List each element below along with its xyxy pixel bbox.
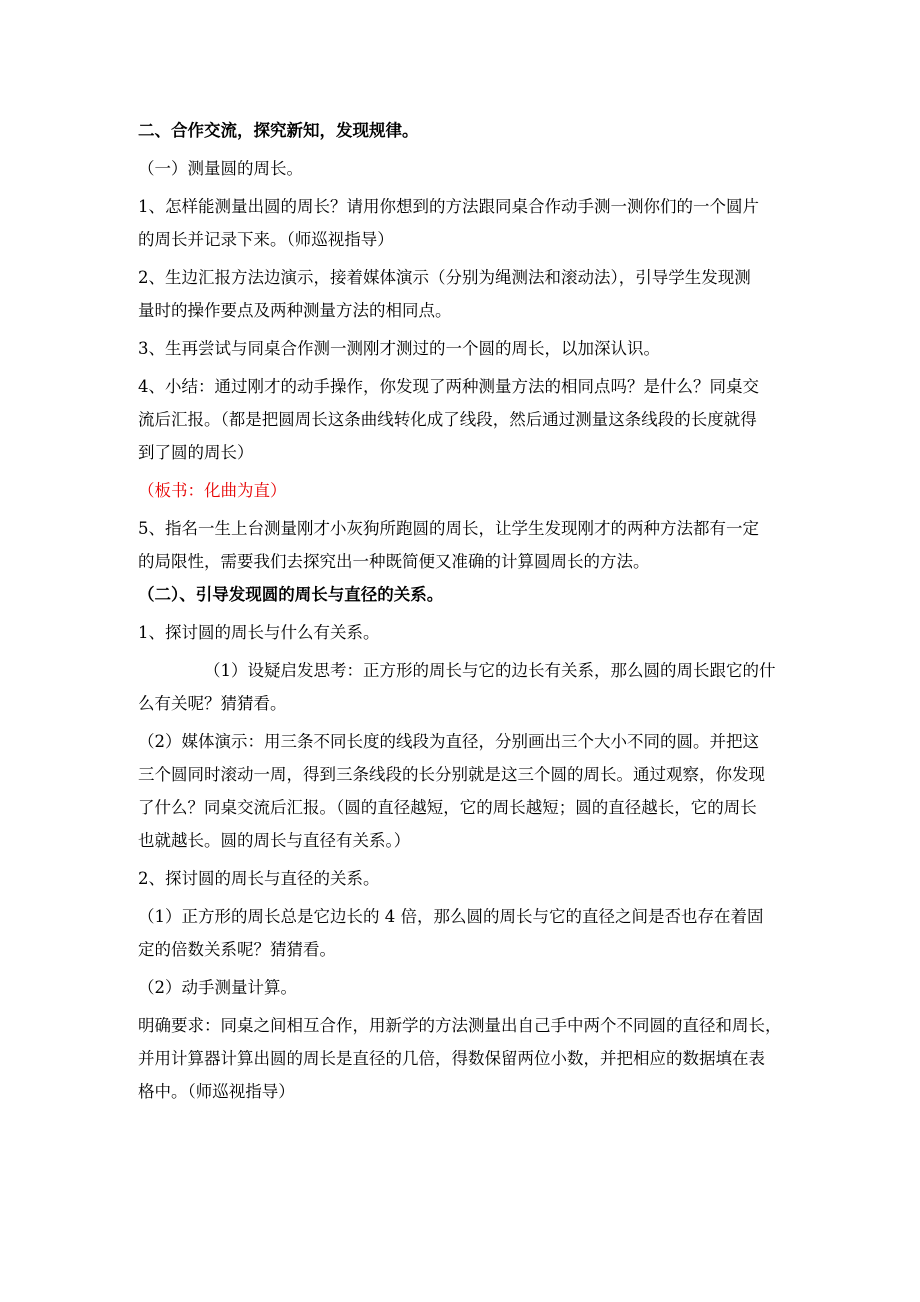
paragraph-3-line-1: 3、生再尝试与同桌合作测一测刚才测过的一个圆的周长，以加深认识。 [138, 339, 660, 358]
paragraph-4-line-3: 到了圆的周长） [138, 443, 254, 462]
paragraph-1-line-1: 1、怎样能测量出圆的周长？请用你想到的方法跟同桌合作动手测一测你们的一个圆片 [138, 197, 759, 216]
subsection-diameter-relation: （二）、引导发现圆的周长与直径的关系。 [138, 585, 444, 604]
question-1b-line-4: 也就越长。圆的周长与直径有关系。） [138, 831, 411, 850]
question-1b-line-3: 了什么？同桌交流后汇报。（圆的直径越短，它的周长越短；圆的直径越长，它的周长 [138, 798, 757, 817]
requirement-line-2: 并用计算器计算出圆的周长是直径的几倍，得数保留两位小数，并把相应的数据填在表 [138, 1049, 765, 1068]
question-2a-line-2: 定的倍数关系呢？猜猜看。 [138, 940, 336, 959]
paragraph-4-line-2: 流后汇报。（都是把圆周长这条曲线转化成了线段，然后通过测量这条线段的长度就得 [138, 410, 757, 429]
paragraph-5-line-2: 的局限性，需要我们去探究出一种既简便又准确的计算圆周长的方法。 [138, 552, 650, 571]
question-1b-line-1: （2）媒体演示：用三条不同长度的线段为直径，分别画出三个大小不同的圆。并把这 [138, 732, 759, 751]
requirement-line-1: 明确要求：同桌之间相互合作，用新学的方法测量出自己手中两个不同圆的直径和周长， [138, 1016, 782, 1035]
subsection-measure-circumference: （一）测量圆的周长。 [138, 159, 303, 178]
question-1: 1、探讨圆的周长与什么有关系。 [138, 623, 380, 642]
paragraph-2-line-2: 量时的操作要点及两种测量方法的相同点。 [138, 301, 452, 320]
question-2a-line-1: （1）正方形的周长总是它边长的 4 倍，那么圆的周长与它的直径之间是否也存在着固 [138, 907, 764, 926]
question-2b: （2）动手测量计算。 [138, 978, 297, 997]
blackboard-note: （板书：化曲为直） [138, 481, 287, 500]
requirement-line-3: 格中。（师巡视指导） [138, 1082, 295, 1101]
question-1b-line-2: 三个圆同时滚动一周，得到三条线段的长分别就是这三个圆的周长。通过观察，你发现 [138, 765, 765, 784]
question-2: 2、探讨圆的周长与直径的关系。 [138, 869, 380, 888]
section-heading: 二、合作交流，探究新知，发现规律。 [138, 121, 419, 140]
question-1a-line-2: 么有关呢？猜猜看。 [138, 694, 287, 713]
question-1a-line-1: （1）设疑启发思考：正方形的周长与它的边长有关系，那么圆的周长跟它的什 [204, 661, 776, 680]
paragraph-4-line-1: 4、小结：通过刚才的动手操作，你发现了两种测量方法的相同点吗？是什么？同桌交 [138, 377, 759, 396]
paragraph-1-line-2: 的周长并记录下来。（师巡视指导） [138, 230, 394, 249]
paragraph-5-line-1: 5、指名一生上台测量刚才小灰狗所跑圆的周长，让学生发现刚才的两种方法都有一定 [138, 519, 759, 538]
document-body [138, 114, 786, 1108]
paragraph-2-line-1: 2、生边汇报方法边演示，接着媒体演示（分别为绳测法和滚动法），引导学生发现测 [138, 268, 751, 287]
